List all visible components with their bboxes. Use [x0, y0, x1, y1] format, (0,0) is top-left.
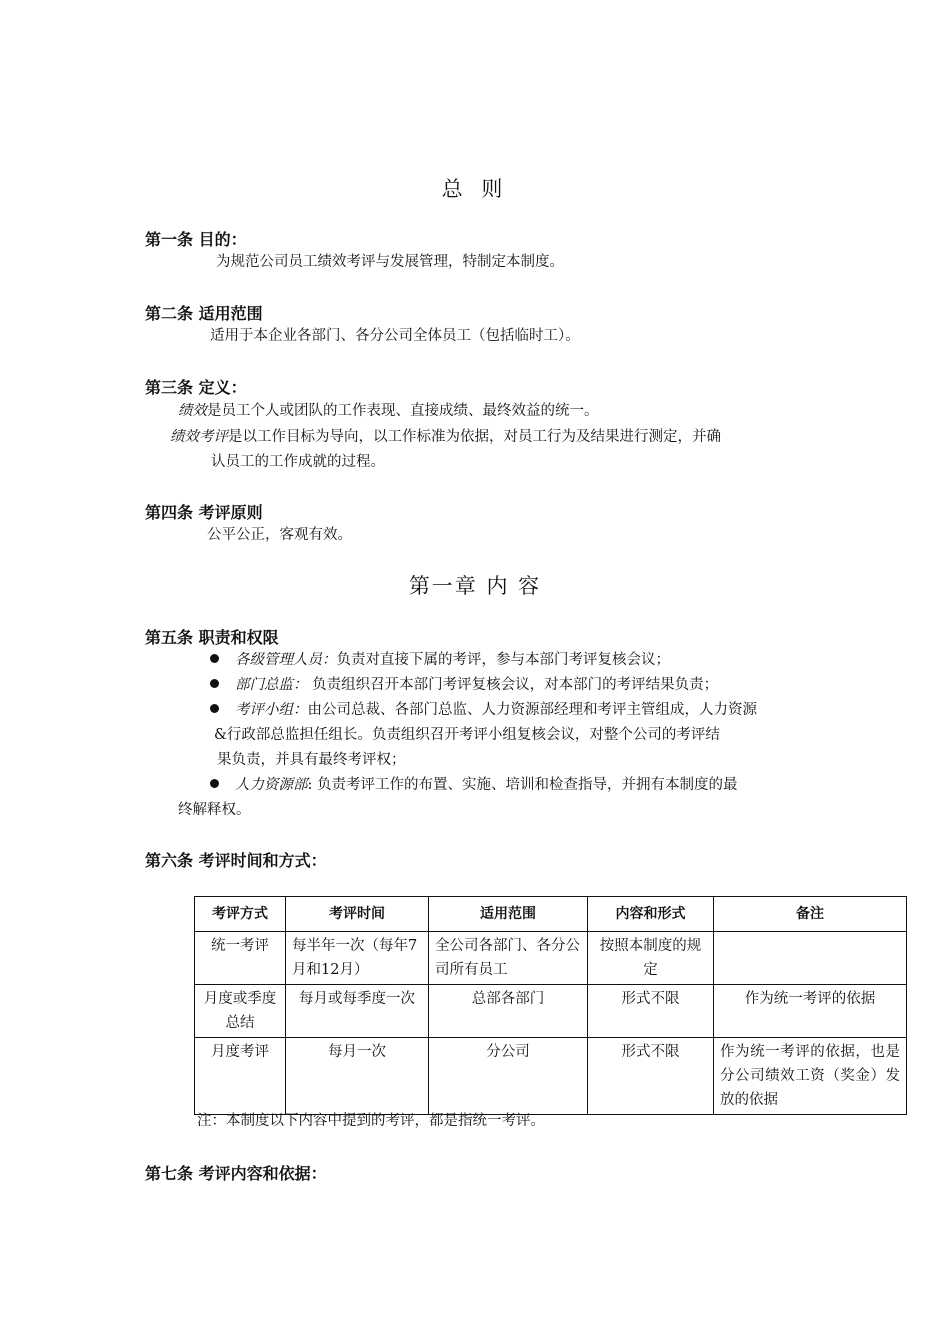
table-row: [195, 1038, 907, 1115]
table-cell: 分公司: [429, 1038, 588, 1115]
role-name: 各级管理人员：: [235, 652, 337, 668]
column-header: 内容和形式: [588, 897, 714, 932]
column-header: 考评时间: [286, 897, 429, 932]
list-item: [210, 772, 738, 798]
article-3-definition-2: [170, 424, 721, 450]
table-header-row: [195, 897, 907, 932]
article-3-definition-1: [178, 398, 599, 424]
role-duty-continued: 果负责，并具有最终考评权；: [217, 752, 406, 768]
article-4-heading: 第四条 考评原则: [145, 503, 263, 522]
article-2-heading: 第二条 适用范围: [145, 304, 263, 323]
bullet-icon: [210, 679, 219, 688]
definition-performance-evaluation-line2: 认员工的工作成就的过程。: [211, 454, 385, 470]
article-6-heading: 第六条 考评时间和方式：: [145, 851, 327, 870]
column-header: 考评方式: [195, 897, 286, 932]
list-item: [210, 697, 757, 723]
column-header: 适用范围: [429, 897, 588, 932]
role-duty-continued: 终解释权。: [178, 802, 251, 818]
article-4-text: 公平公正，客观有效。: [207, 527, 352, 543]
bullet-icon: [210, 779, 219, 788]
table-note: 注：本制度以下内容中提到的考评，都是指统一考评。: [197, 1113, 545, 1129]
chapter-1-title: 第一章 内 容: [408, 574, 542, 598]
article-1-text: 为规范公司员工绩效考评与发展管理，特制定本制度。: [216, 254, 564, 270]
table-cell: [714, 932, 907, 985]
table-row: [195, 985, 907, 1038]
definition-performance-evaluation-line1: 是以工作目标为导向，以工作标准为依据，对员工行为及结果进行测定，并确: [228, 429, 721, 445]
evaluation-schedule-table: [194, 896, 907, 1115]
definition-performance: 是员工个人或团队的工作表现、直接成绩、最终效益的统一。: [207, 403, 599, 419]
table-cell: 形式不限: [588, 1038, 714, 1115]
term-performance-evaluation: 绩效考评: [170, 429, 228, 445]
role-name: 考评小组：: [235, 702, 308, 718]
article-3-heading: 第三条 定义：: [145, 378, 247, 397]
section-title-general: 总 则: [441, 177, 509, 201]
role-name: 人力资源部: [235, 777, 308, 793]
table-cell: 按照本制度的规定: [588, 932, 714, 985]
role-duty: 负责组织召开本部门考评复核会议，对本部门的考评结果负责；: [307, 677, 719, 693]
bullet-icon: [210, 654, 219, 663]
list-item: [210, 672, 718, 698]
table-cell: 全公司各部门、各分公司所有员工: [429, 932, 588, 985]
table-cell: 作为统一考评的依据: [714, 985, 907, 1038]
article-5-heading: 第五条 职责和权限: [145, 628, 279, 647]
bullet-icon: [210, 704, 219, 713]
table-cell: 月度考评: [195, 1038, 286, 1115]
table-cell: 形式不限: [588, 985, 714, 1038]
article-2-text: 适用于本企业各部门、各分公司全体员工（包括临时工）。: [210, 328, 580, 344]
role-duty: : 负责考评工作的布置、实施、培训和检查指导，并拥有本制度的最: [307, 777, 738, 793]
role-duty: 由公司总裁、各部门总监、人力资源部经理和考评主管组成，人力资源: [307, 702, 757, 718]
article-7-heading: 第七条 考评内容和依据：: [145, 1164, 327, 1183]
table-cell: 每月一次: [286, 1038, 429, 1115]
table-cell: 统一考评: [195, 932, 286, 985]
term-performance: 绩效: [178, 403, 207, 419]
article-1-heading: 第一条 目的：: [145, 230, 247, 249]
role-duty-continued: &行政部总监担任组长。负责组织召开考评小组复核会议，对整个公司的考评结: [214, 727, 720, 743]
role-duty: 负责对直接下属的考评，参与本部门考评复核会议；: [336, 652, 670, 668]
list-item: [210, 647, 670, 673]
role-name: 部门总监：: [235, 677, 308, 693]
table-cell: 作为统一考评的依据，也是分公司绩效工资（奖金）发放的依据: [714, 1038, 907, 1115]
column-header: 备注: [714, 897, 907, 932]
table-cell: 总部各部门: [429, 985, 588, 1038]
table-cell: 月度或季度总结: [195, 985, 286, 1038]
table-row: [195, 932, 907, 985]
table-cell: 每半年一次（每年7月和12月）: [286, 932, 429, 985]
table-cell: 每月或每季度一次: [286, 985, 429, 1038]
